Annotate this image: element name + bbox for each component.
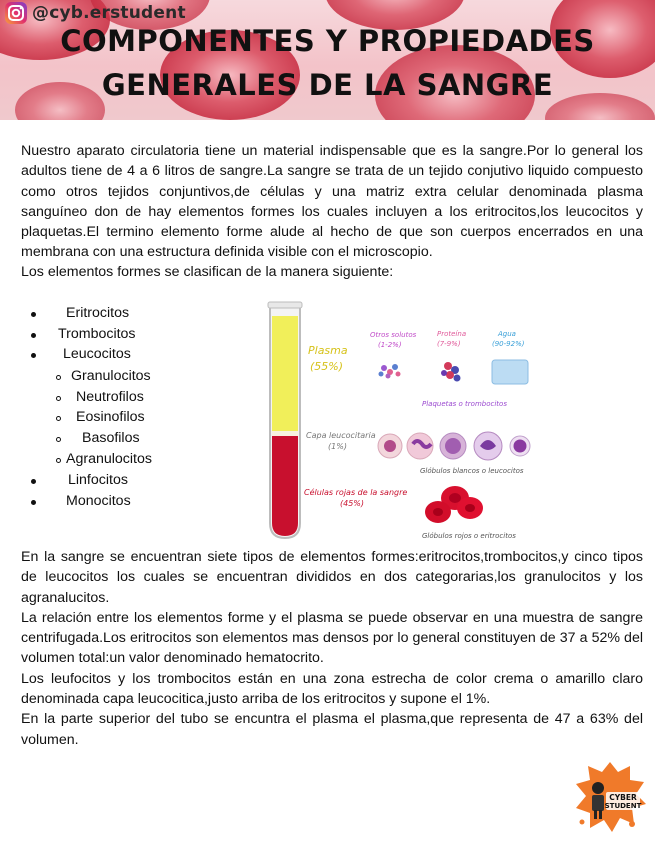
intro-paragraph: Nuestro aparato circulatoria tiene un material indispensable que es la sangre.Por lo general los adultos tiene de 4 a 6 litros de sangre.La sangre se trata de un tejido conjutivo liquido compuesto como otros tejidos conjuntivos,de células y una matriz extra celular denominada plasma sanguíneo don de hay elementos formes los cuales incluyen a los eritrocitos,los leucocitos y plaquetas.El termino elemento forme alude al hecho de que son cuerpos encerrados en una membrana con una estructura definida visible con el microscopio. (21, 143, 643, 261)
classification-line: Los elementos formes se clasifican de la manera siguiente: (21, 264, 394, 280)
page-title-line-2: GENERALES DE LA SANGRE (101, 68, 554, 102)
red-cells-icon (425, 486, 483, 523)
water-label: Agua (498, 330, 516, 338)
body-paragraph-3: Los leufocitos y los trombocitos están en una zona estrecha de color crema o amarillo claro denominada capa leucocitica,justo arriba de los eritrocitos y supone el 1%. (21, 670, 643, 708)
list-item-monocitos: Monocitos (66, 493, 131, 509)
red-cells-percent: (45%) (340, 499, 365, 508)
white-cells-icon (378, 432, 530, 460)
plasma-percent: (55%) (310, 360, 344, 373)
red-cells-caption: Glóbulos rojos o eritrocitos (422, 532, 516, 540)
buffy-coat-label: Capa leucocitaria (306, 431, 376, 440)
water-icon (492, 360, 528, 384)
body-paragraph-4: En la parte superior del tubo se encuntra el plasma el plasma,que representa de 47 a 63% del volumen. (21, 711, 643, 748)
logo-text-line-1: CYBER (609, 793, 637, 802)
protein-icon (441, 362, 461, 382)
plasma-layer (272, 316, 298, 431)
white-cells-label: Glóbulos blancos o leucocitos (420, 467, 524, 475)
solutes-label: Otros solutos (370, 331, 417, 339)
red-cell-layer (272, 436, 298, 536)
list-item-neutrofilos: Neutrofilos (76, 389, 144, 405)
test-tube (268, 302, 302, 538)
list-item-linfocitos: Linfocitos (68, 472, 128, 488)
bullet-icon (31, 479, 36, 484)
proteins-percent: (7-9%) (437, 340, 461, 348)
logo-text-line-2: STUDENT (604, 802, 642, 810)
instagram-icon (4, 1, 28, 25)
plasma-label: Plasma (308, 344, 348, 357)
sub-bullet-icon (56, 375, 61, 380)
red-cells-label: Células rojas de la sangre (304, 488, 408, 497)
sub-bullet-icon (56, 437, 61, 442)
bullet-icon (31, 312, 36, 317)
social-handle (4, 0, 186, 26)
header-banner (0, 0, 655, 120)
body-paragraph-2: La relación entre los elementos forme y el plasma se puede observar en una muestra de sangre centrifugada.Los eritrocitos son elementos mas densos por lo general constituyen de 37 a 52% del volumen total:un valor denominado hematocrito. (21, 609, 643, 667)
list-item-granulocitos: Granulocitos (71, 368, 151, 384)
proteins-label: Proteína (437, 330, 467, 338)
buffy-coat-percent: (1%) (328, 442, 347, 451)
sub-bullet-icon (56, 458, 61, 463)
list-item-agranulocitos: Agranulocitos (66, 451, 152, 467)
solutes-percent: (1-2%) (378, 341, 402, 349)
solutes-icon (379, 364, 401, 379)
buffy-coat-layer (272, 431, 298, 436)
list-item-eritrocitos: Eritrocitos (66, 305, 130, 321)
sub-bullet-icon (56, 396, 61, 401)
list-item-leucocitos: Leucocitos (63, 346, 131, 362)
list-item-trombocitos: Trombocitos (58, 326, 136, 342)
body-paragraph-1: En la sangre se encuentran siete tipos de elementos formes:eritrocitos,trombocitos,y cinco tipos de leucocitos los cuales se encuentran divididos en dos categorarias,los granulocitos y los agranalucitos. (21, 549, 643, 606)
platelets-label: Plaquetas o trombocitos (422, 400, 507, 408)
cyberstudent-logo (572, 758, 648, 834)
handle-text: @cyb.erstudent (32, 3, 186, 23)
list-item-eosinofilos: Eosinofilos (76, 409, 145, 425)
list-item-basofilos: Basofilos (82, 430, 140, 446)
blood-composition-diagram (262, 298, 552, 543)
water-percent: (90-92%) (492, 340, 525, 348)
bullet-icon (31, 353, 36, 358)
bullet-icon (31, 500, 36, 505)
sub-bullet-icon (56, 416, 61, 421)
page-title-line-1: COMPONENTES Y PROPIEDADES (60, 24, 595, 58)
bullet-icon (31, 333, 36, 338)
body-text (21, 547, 643, 750)
